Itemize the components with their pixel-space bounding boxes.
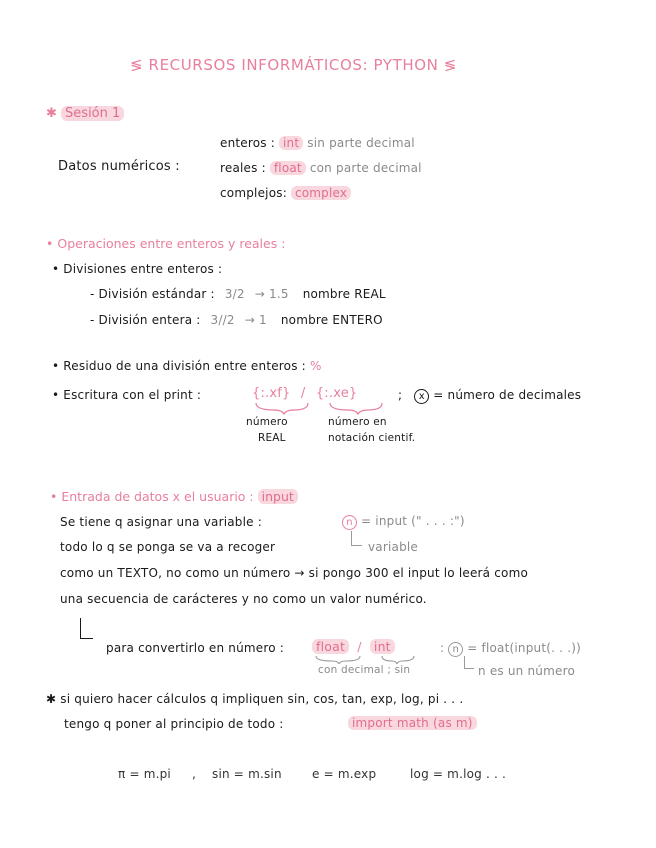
title-right-squiggle: ≶ — [438, 56, 457, 74]
convert-braces — [314, 654, 424, 664]
datos-row-name: reales : — [220, 161, 266, 175]
star-icon: ✱ — [46, 106, 57, 121]
format-sci: {:.xe} — [315, 386, 358, 401]
type-desc: con parte decimal — [309, 161, 422, 175]
title-text: RECURSOS INFORMÁTICOS: PYTHON — [148, 56, 439, 74]
input-keyword: input — [258, 489, 298, 504]
entrada-heading-text: Entrada de datos x el usuario : — [61, 489, 254, 504]
session-label: Sesión 1 — [61, 106, 124, 121]
input-assignment — [342, 514, 465, 530]
division-entera-label: División entera : — [98, 313, 201, 327]
math-log: log = m.log . . . — [410, 767, 507, 781]
convert-arrow-icon — [80, 618, 93, 639]
entrada-line-4: una secuencia de carácteres y no como un valor numérico. — [60, 592, 427, 606]
n-circle-icon: n — [342, 515, 357, 530]
bullet-icon: • — [52, 262, 60, 276]
math-line-1-text: si quiero hacer cálculos q impliquen sin, cos, tan, exp, log, pi . . . — [60, 692, 464, 706]
import-math — [348, 716, 477, 730]
division-entera-tail: nombre ENTERO — [280, 313, 383, 327]
divisiones-text: Divisiones entre enteros : — [63, 262, 223, 276]
format-real: {:.xf} — [252, 386, 291, 401]
convert-separator: / — [357, 639, 362, 654]
residuo-line — [52, 359, 322, 373]
input-assignment-text: = input (" . . . :") — [361, 514, 465, 528]
title-left-squiggle: ≶ — [130, 56, 149, 74]
variable-note: variable — [368, 540, 419, 554]
float-badge: float — [312, 639, 349, 654]
division-entera-expr: 3//2 — [210, 313, 235, 327]
bullet-icon: • — [52, 388, 60, 402]
datos-row-float — [220, 161, 422, 175]
entrada-line-3: como un TEXTO, no como un número → si pongo 300 el input lo leerá como — [60, 566, 529, 580]
division-estandar-result: → 1.5 — [254, 287, 289, 301]
format-sci-note — [328, 416, 415, 444]
number-note: n es un número — [478, 664, 575, 678]
bullet-icon: • — [46, 236, 54, 251]
division-estandar: - División estándar : 3/2 → 1.5 nombre REAL — [90, 287, 386, 301]
page-title — [130, 56, 457, 74]
math-sin: sin = m.sin — [212, 767, 282, 781]
entrada-line-1: Se tiene q asignar una variable : — [60, 515, 262, 529]
star-icon: ✱ — [46, 692, 57, 706]
format-real-note-2: REAL — [257, 432, 286, 444]
residuo-text: Residuo de una división entre enteros : — [63, 359, 306, 373]
format-sci-note-2: notación cientif. — [328, 432, 416, 444]
math-line-1 — [46, 692, 463, 706]
operaciones-heading — [46, 236, 285, 251]
convert-types — [312, 639, 395, 654]
percent-symbol: % — [309, 359, 322, 373]
math-pi: π = m.pi — [118, 767, 171, 781]
format-separator: / — [300, 386, 306, 401]
x-circle-icon: x — [414, 389, 429, 404]
division-estandar-tail: nombre REAL — [302, 287, 386, 301]
type-badge: int — [279, 136, 303, 150]
type-badge: float — [270, 161, 306, 175]
type-desc: sin parte decimal — [307, 136, 415, 150]
import-math-badge: import math (as m) — [348, 716, 477, 730]
format-sci-note-1: número en — [328, 416, 387, 428]
datos-row-name: enteros : — [220, 136, 275, 150]
print-label: Escritura con el print : — [63, 388, 202, 402]
operaciones-heading-text: Operaciones entre enteros y reales : — [57, 236, 286, 251]
format-real-note-1: número — [246, 416, 288, 428]
decimals-note-text: = número de decimales — [433, 388, 582, 402]
division-estandar-label: División estándar : — [98, 287, 215, 301]
division-entera-result: → 1 — [244, 313, 267, 327]
semicolon: ; — [398, 388, 403, 402]
divisiones-line — [52, 262, 222, 276]
datos-label: Datos numéricos : — [58, 159, 180, 174]
variable-arrow-icon — [351, 531, 362, 546]
decimals-note — [398, 388, 581, 404]
entrada-line-2: todo lo q se ponga se va a recoger — [60, 540, 276, 554]
bullet-icon: • — [52, 359, 60, 373]
print-line — [52, 388, 201, 402]
datos-row-complex — [220, 186, 351, 200]
print-formats — [252, 386, 357, 401]
division-estandar-expr: 3/2 — [224, 287, 245, 301]
number-arrow-icon — [464, 656, 474, 669]
type-badge: complex — [291, 186, 351, 200]
math-comma: , — [192, 767, 197, 781]
n-circle-icon: n — [448, 642, 463, 657]
convert-label: para convertirlo en número : — [106, 641, 285, 655]
format-real-note — [246, 416, 288, 444]
math-line-2: tengo q poner al principio de todo : — [64, 717, 284, 731]
convert-note: con decimal ; sin — [318, 664, 411, 676]
format-braces — [252, 401, 392, 415]
datos-row-int — [220, 136, 415, 150]
float-input-line: : n = float(input(. . .)) — [440, 641, 581, 655]
division-entera: - División entera : 3//2 → 1 nombre ENTERO — [90, 313, 383, 327]
bullet-icon: • — [50, 489, 58, 504]
session-heading — [46, 106, 124, 121]
math-exp: e = m.exp — [312, 767, 377, 781]
entrada-heading — [50, 489, 298, 504]
float-input-text: = float(input(. . .)) — [467, 641, 581, 655]
datos-row-name: complejos: — [220, 186, 287, 200]
int-badge: int — [370, 639, 395, 654]
